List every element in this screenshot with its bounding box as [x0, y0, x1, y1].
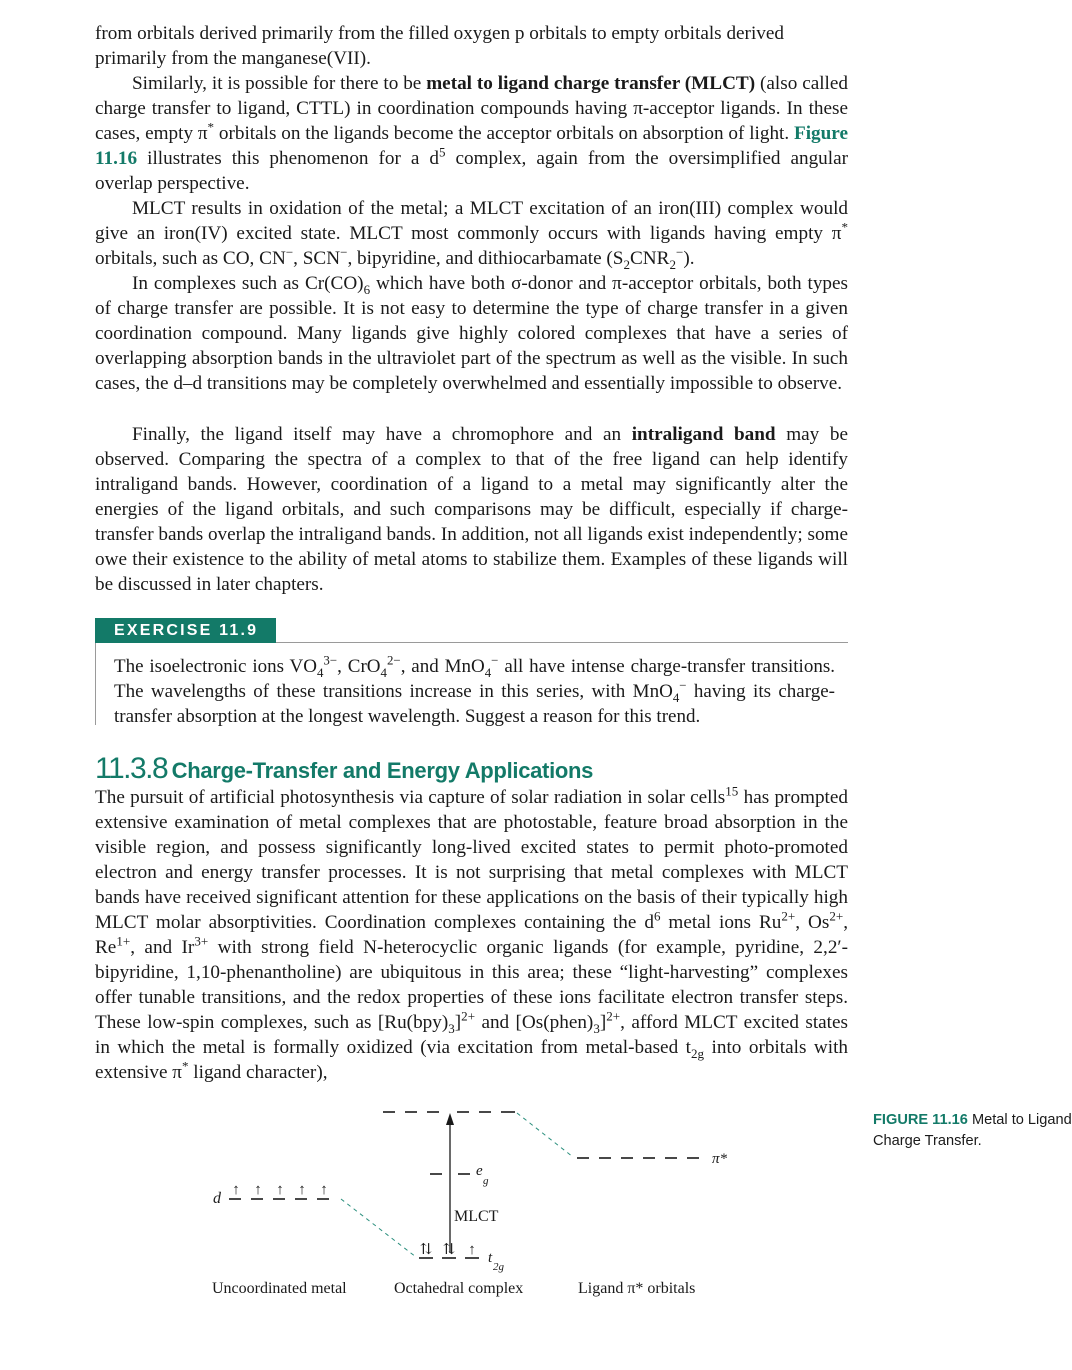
electron-pair: ⇅	[419, 1242, 433, 1258]
figure-caption-label: FIGURE 11.16	[873, 1112, 968, 1128]
text-line: from orbitals derived primarily from the filled oxygen p orbitals to empty orbitals derived	[95, 23, 784, 44]
term-intraligand-band: intraligand band	[631, 424, 776, 445]
electron-up: ↑	[254, 1182, 262, 1198]
figure-link[interactable]: Figure 11.16	[95, 123, 848, 169]
free-metal-electrons	[232, 1182, 328, 1198]
correlation-line-metal	[341, 1199, 416, 1257]
electron-up: ↑	[468, 1242, 476, 1258]
figure-caption-text: Metal to Ligand	[971, 1112, 1072, 1128]
electron-up: ↑	[298, 1182, 306, 1198]
label-octahedral-complex: Octahedral complex	[394, 1280, 524, 1297]
mlct-arrow	[446, 1113, 454, 1253]
electron-up: ↑	[320, 1182, 328, 1198]
label-mlct: MLCT	[454, 1208, 499, 1225]
term-mlct: metal to ligand charge transfer (MLCT)	[426, 73, 756, 94]
electron-pair: ⇅	[442, 1242, 456, 1258]
paragraph-intraligand: Finally, the ligand itself may have a chromophore and an intraligand band may be observed. Comparing the spectra of a complex to that of the free ligand can help identify intraligand bands. However, coordination of a ligand to a metal may significantly alter the energies of the ligand orbitals, and such comparisons may be difficult, especially if charge-transfer bands overlap the intraligand bands. In addition, not all ligands exist independently; some owe their existence to the ability of metal atoms to stabilize them. Examples of these ligands will be discussed in later chapters.	[95, 424, 848, 595]
paragraph-charge-transfer-types: In complexes such as $Cr(CO)_6$ which have both σ-donor and π-acceptor orbitals, both types of charge transfer are possible. It is not easy to determine the type of charge transfer in a given coordination compound. Many ligands give highly colored complexes that have a series of overlapping absorption bands in the ultraviolet part of the spectrum as well as the visible. In such cases, the d–d transitions may be completely overwhelmed and essentially impossible to observe.	[95, 273, 848, 394]
correlation-lines	[341, 1113, 573, 1257]
label-ligand-orbitals: Ligand π* orbitals	[578, 1280, 696, 1297]
t2g-electrons	[420, 1242, 476, 1258]
text-line: primarily from the manganese(VII).	[95, 48, 371, 69]
label-d: d	[213, 1190, 221, 1207]
exercise-body: The isoelectronic ions $VO_4^{3-}$, CrO$_4^{2-}$, and MnO$_4$− all have intense charge-transfer transitions. The wavelengths of these transitions increase in this series, with MnO$_4$− having its charge-transfer absorption at the longest wavelength. Suggest a reason for this trend.	[95, 643, 835, 725]
electron-up: ↑	[232, 1182, 240, 1198]
label-uncoordinated-metal: Uncoordinated metal	[212, 1280, 347, 1297]
figure-caption-text-2: Charge Transfer.	[873, 1133, 982, 1149]
electron-up: ↑	[276, 1182, 284, 1198]
label-t2g: t	[488, 1250, 493, 1266]
section-number: 11.3.8	[95, 752, 168, 785]
paragraph-energy-applications: The pursuit of artificial photosynthesis via capture of solar radiation in solar cells$^{15}$ has prompted extensive examination of metal complexes that are photostable, feature broad absorption in the visible region, and possess significantly long-lived excited states to permit photo-promoted electron and energy transfer processes. It is not surprising that metal complexes with MLCT bands have received significant attention for these applications on the basis of their typically high MLCT molar absorptivities. Coordination complexes containing the $d^6$ metal ions $Ru^{2+}$, $Os^{2+}$, $Re^{1+}$, and $Ir^{3+}$ with strong field N-heterocyclic organic ligands (for example, pyridine, 2,2′-bipyridine, 1,10-phenantholine) are ubiquitous in this area; these “light-harvesting” complexes offer tunable transitions, and the redox properties of these ions facilitate electron transfer steps. These low-spin complexes, such as $[Ru(bpy)_3]^{2+}$ and $[Os(phen)_3]^{2+}$, afford MLCT excited states in which the metal is formally oxidized (via excitation from metal-based $t_{2g}$ into orbitals with extensive π* ligand character),	[95, 783, 849, 1083]
label-t2g-sub: 2g	[493, 1261, 504, 1273]
paragraph-mlct-intro: Similarly, it is possible for there to be metal to ligand charge transfer (MLCT) (also called charge transfer to ligand, CTTL) in coordination compounds having π-acceptor ligands. In these cases, empty π* orbitals on the ligands become the acceptor orbitals on absorption of light. Figure 11.16 illustrates this phenomenon for a $d^5$ complex, again from the oversimplified angular overlap perspective.	[95, 73, 848, 194]
label-eg: e	[476, 1163, 483, 1179]
label-eg-sub: g	[483, 1175, 489, 1187]
paragraph-mlct-oxidation: MLCT results in oxidation of the metal; a MLCT excitation of an iron(III) complex would give an iron(IV) excited state. MLCT most commonly occurs with ligands having empty π* orbitals, such as CO, CN−, SCN−, bipyridine, and dithiocarbamate $(S_2CNR_2^-)$.	[95, 198, 848, 272]
label-pistar: π*	[712, 1151, 728, 1167]
exercise-label: EXERCISE 11.9	[95, 618, 276, 643]
section-title: Charge-Transfer and Energy Applications	[171, 758, 594, 783]
correlation-line-ligand	[517, 1113, 573, 1157]
